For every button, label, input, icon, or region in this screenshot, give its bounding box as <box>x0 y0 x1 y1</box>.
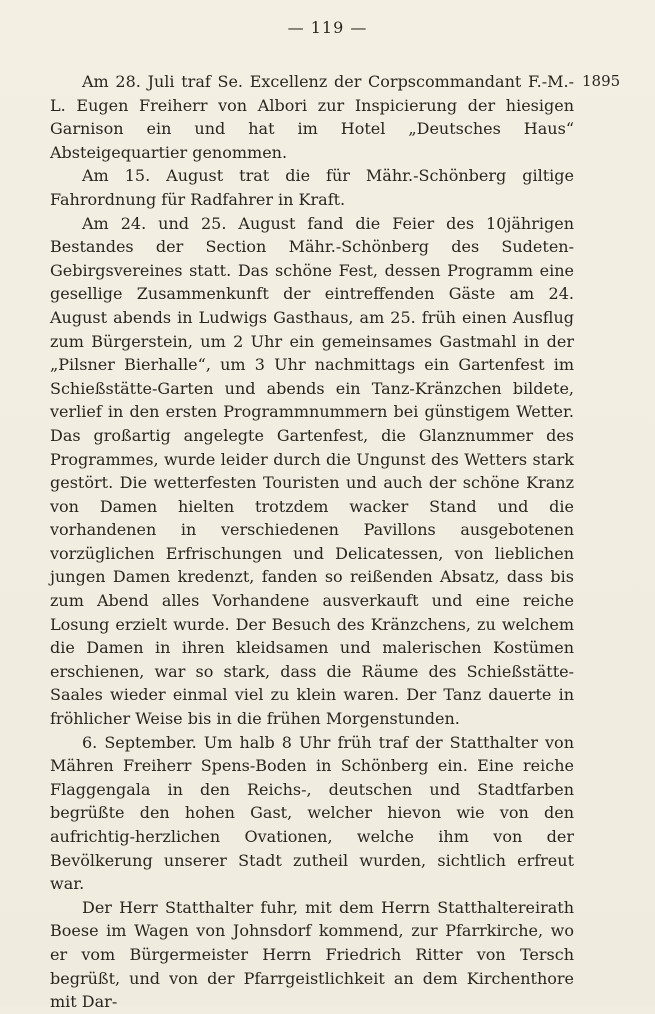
year-margin-note: 1895 <box>582 72 621 90</box>
paragraph-bicycle-regulations: Am 15. August trat die für Mähr.-Schönberg giltige Fahrordnung für Radfahrer in Kraft. <box>50 166 574 209</box>
page-number: — 119 — <box>287 18 368 37</box>
paragraph-corps-commander: Am 28. Juli traf Se. Excellenz der Corpscommandant F.-M.-L. Eugen Freiherr von Albori zur Inspicierung der hiesigen Garnison ein und hat im Hotel „Deutsches Haus“ Absteigequartier genommen. <box>50 72 574 162</box>
paragraph-mountain-club-anniversary: Am 24. und 25. August fand die Feier des 10jährigen Bestandes der Section Mähr.-Schönberg des Sudeten-Gebirgsvereines statt. Das schöne Fest, dessen Programm eine gesellige Zusammenkunft der eintreffenden Gäste am 24. August abends in Ludwigs Gasthaus, am 25. früh einen Ausflug zum Bürgerstein, um 2 Uhr ein gemeinsames Gastmahl in der „Pilsner Bierhalle“, um 3 Uhr nachmittags ein Gartenfest im Schießstätte-Garten und abends ein Tanz-Kränzchen bildete, verlief in den ersten Programmnummern bei günstigem Wetter. Das großartig angelegte Gartenfest, die Glanznummer des Programmes, wurde leider durch die Ungunst des Wetters stark gestört. Die wetterfesten Touristen und auch der schöne Kranz von Damen hielten trotzdem wacker Stand und die vorhandenen in verschiedenen Pavillons ausgebotenen vorzüglichen Erfrischungen und Delicatessen, von lieblichen jungen Damen kredenzt, fanden so reißenden Absatz, dass bis zum Abend alles Vorhandene ausverkauft und eine reiche Losung erzielt wurde. Der Besuch des Kränzchens, zu welchem die Damen in ihren kleidsamen und malerischen Kostümen erschienen, war so stark, dass die Räume des Schießstätte-Saales wieder einmal viel zu klein waren. Der Tanz dauerte in fröhlicher Weise bis in die frühen Morgenstunden. <box>50 213 574 729</box>
paragraph-governor-visit: 6. September. Um halb 8 Uhr früh traf der Statthalter von Mähren Freiherr Spens-Boden in Schönberg ein. Eine reiche Flaggengala in den Reichs-, deutschen und Stadtfarben begrüßte den hohen Gast, welcher hievon wie von den aufrichtig-herzlichen Ovationen, welche ihm von der Bevölkerung unserer Stadt zutheil wurden, sichtlich erfreut war. <box>50 732 574 894</box>
paragraph-governor-church: Der Herr Statthalter fuhr, mit dem Herrn Statthaltereirath Boese im Wagen von Johnsdorf kommend, zur Pfarrkirche, wo er vom Bürgermeister Herrn Friedrich Ritter von Tersch begrüßt, und von der Pfarrgeistlichkeit an dem Kirchenthore mit Dar- <box>50 897 574 1012</box>
body-text <box>50 70 574 1014</box>
